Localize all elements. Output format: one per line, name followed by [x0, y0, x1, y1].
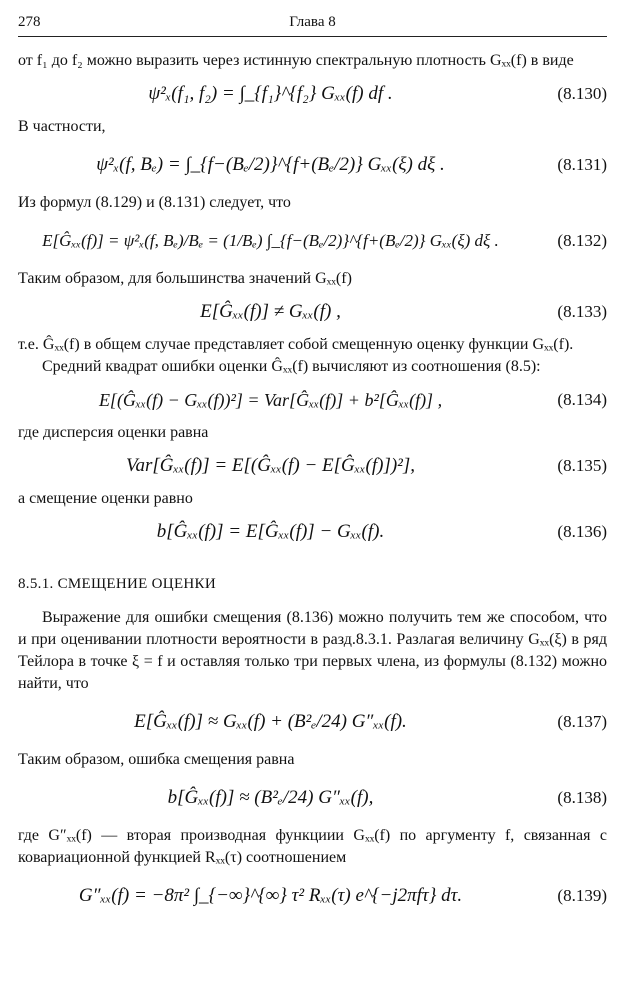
- equation-8-131: [18, 138, 607, 192]
- equation-8-134: [18, 378, 607, 422]
- running-header: [18, 10, 607, 37]
- equation-number: (8.136): [557, 522, 607, 541]
- equation-8-136: [18, 510, 607, 554]
- paragraph: где G″ₓₓ(f) — вторая производная функциии Gₓₓ(f) по аргументу f, связанная с ковариационной функцией Rₓₓ(τ) соотношением: [18, 827, 607, 866]
- equation-number: (8.134): [557, 390, 607, 409]
- equation-formula: ψ²ₓ(f, Bₑ) = ∫_{f−(Bₑ/2)}^{f+(Bₑ/2)} Gₓₓ(ξ) dξ .: [96, 154, 445, 175]
- paragraph: Из формул (8.129) и (8.131) следует, что: [18, 194, 291, 211]
- equation-8-130: [18, 72, 607, 116]
- paragraph: т.е. Ĝₓₓ(f) в общем случае представляет собой смещенную оценку функции Gₓₓ(f).: [18, 336, 574, 353]
- equation-8-138: [18, 771, 607, 825]
- paragraph: от f₁ до f₂ можно выразить через истинную спектральную плотность Gₓₓ(f) в виде: [18, 52, 574, 69]
- equation-formula: G″ₓₓ(f) = −8π² ∫_{−∞}^{∞} τ² Rₓₓ(τ) e^{−j2πfτ} dτ.: [78, 885, 463, 906]
- paragraph: Таким образом, для большинства значений Gₓₓ(f): [18, 270, 352, 287]
- equation-formula: E[Ĝₓₓ(f)] = ψ²ₓ(f, Bₑ)/Bₑ = (1/Bₑ) ∫_{f−(Bₑ/2)}^{f+(Bₑ/2)} Gₓₓ(ξ) dξ .: [42, 231, 499, 250]
- equation-number: (8.131): [557, 155, 607, 174]
- equation-8-133: [18, 290, 607, 334]
- equation-formula: E[Ĝₓₓ(f)] ≠ Gₓₓ(f) ,: [200, 301, 341, 322]
- equation-formula: E[(Ĝₓₓ(f) − Gₓₓ(f))²] = Var[Ĝₓₓ(f)] + b²[Ĝₓₓ(f)] ,: [98, 389, 443, 410]
- equation-8-139: [18, 869, 607, 923]
- equation-number: (8.138): [557, 788, 607, 807]
- paragraph: где дисперсия оценки равна: [18, 424, 209, 441]
- equation-8-132: [18, 214, 607, 268]
- equation-formula: Var[Ĝₓₓ(f)] = E[(Ĝₓₓ(f) − E[Ĝₓₓ(f)])²],: [125, 455, 416, 476]
- paragraph: Таким образом, ошибка смещения равна: [18, 751, 295, 768]
- equation-8-135: [18, 444, 607, 488]
- equation-number: (8.135): [557, 456, 607, 475]
- equation-number: (8.137): [557, 712, 607, 731]
- equation-formula: E[Ĝₓₓ(f)] ≈ Gₓₓ(f) + (B²ₑ/24) G″ₓₓ(f).: [134, 711, 407, 732]
- equation-number: (8.139): [557, 886, 607, 905]
- equation-formula: b[Ĝₓₓ(f)] = E[Ĝₓₓ(f)] − Gₓₓ(f).: [156, 521, 385, 542]
- page-body: [18, 50, 607, 923]
- paragraph: а смещение оценки равно: [18, 490, 193, 507]
- section-heading: 8.5.1. СМЕЩЕНИЕ ОЦЕНКИ: [18, 576, 216, 592]
- chapter-title: Глава 8: [289, 14, 336, 30]
- page-number: 278: [18, 14, 41, 30]
- paragraph: В частности,: [18, 118, 106, 135]
- paragraph: Средний квадрат ошибки оценки Ĝₓₓ(f) вычисляют из соотношения (8.5):: [42, 358, 541, 375]
- equation-formula: b[Ĝₓₓ(f)] ≈ (B²ₑ/24) G″ₓₓ(f),: [167, 787, 374, 808]
- equation-8-137: [18, 695, 607, 749]
- equation-number: (8.132): [557, 231, 607, 250]
- equation-number: (8.130): [557, 84, 607, 103]
- paragraph: Выражение для ошибки смещения (8.136) можно получить тем же способом, что и при оценивании плотности вероятности в разд.8.3.1. Разлагая величину Gₓₓ(ξ) в ряд Тейлора в точке ξ = f и оставляя только три первых члена, из формулы (8.132) можно найти, что: [18, 609, 607, 692]
- equation-formula: ψ²ₓ(f₁, f₂) = ∫_{f₁}^{f₂} Gₓₓ(f) df .: [148, 83, 393, 104]
- equation-number: (8.133): [557, 302, 607, 321]
